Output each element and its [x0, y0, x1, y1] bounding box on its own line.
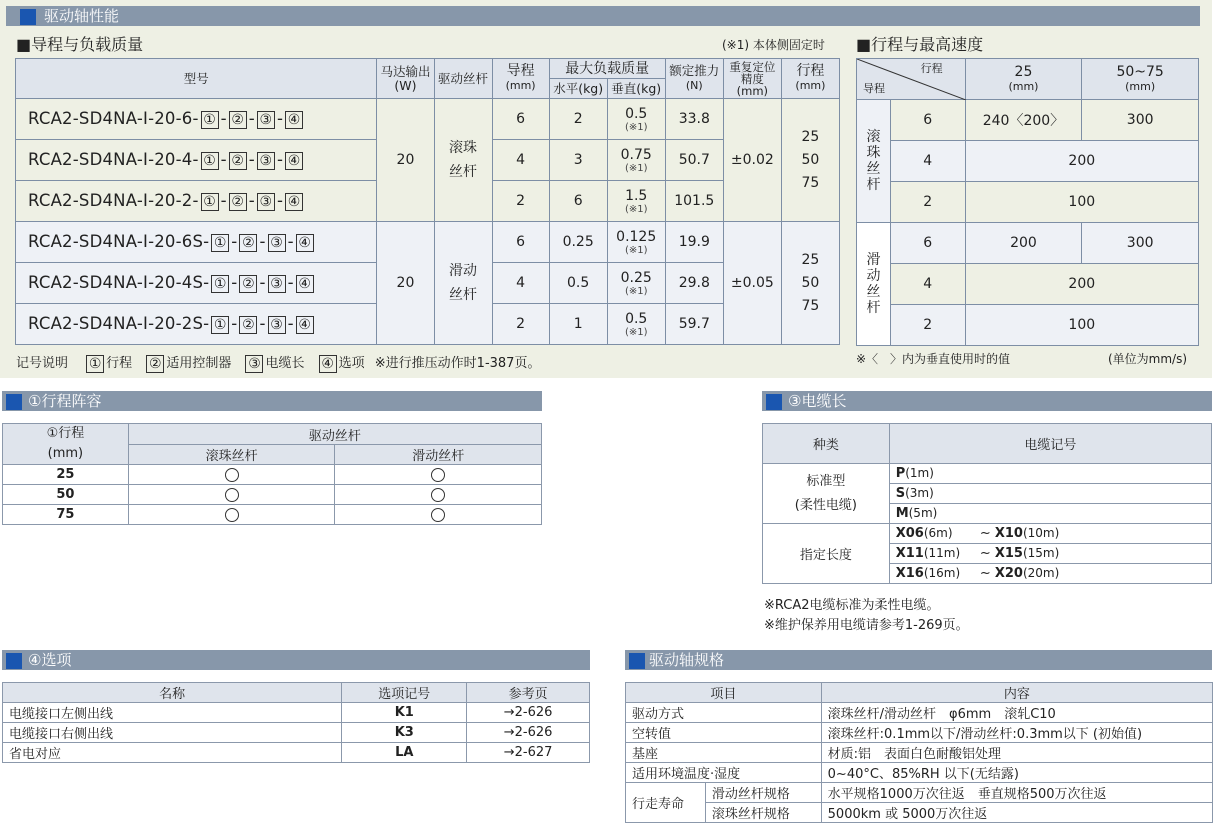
corner-cell	[857, 59, 966, 100]
legend-mark: ④	[319, 355, 337, 373]
corner-stroke-label: 行程	[920, 62, 943, 75]
cable-note-1: ※RCA2电缆标准为柔性电缆。	[764, 598, 940, 613]
col-motor: 马达输出 (W)	[377, 59, 434, 99]
vertical-cell: 1.5 (※1)	[607, 181, 665, 222]
spec-content: 水平规格1000万次往返 垂直规格500万次往返	[821, 783, 1212, 803]
table-row	[626, 703, 1213, 723]
drive-spec-table	[625, 682, 1213, 823]
spec-item: 适用环境温度·湿度	[626, 763, 822, 783]
stroke-value: 25	[3, 465, 129, 485]
speed-unit: (单位为mm/s)	[1108, 352, 1188, 366]
horizontal-cell: 2	[549, 99, 607, 140]
spec-content: 滚珠丝杆/滑动丝杆 φ6mm 滚轧C10	[821, 703, 1212, 723]
table-row	[16, 99, 840, 140]
col-code: 电缆记号	[889, 424, 1211, 464]
table-row	[3, 743, 590, 763]
section-title: ④选项	[28, 651, 72, 669]
legend-label: 记号说明	[16, 356, 69, 371]
table-row	[763, 524, 1212, 544]
section-title: 驱动轴规格	[649, 651, 725, 669]
available-mark	[335, 485, 542, 505]
lead-cell: 2	[890, 182, 965, 223]
table-row	[857, 141, 1199, 182]
table-row	[16, 222, 840, 263]
col-type: 种类	[763, 424, 890, 464]
option-page: →2-627	[467, 743, 590, 763]
lead-load-table	[15, 58, 840, 345]
horizontal-cell: 0.5	[549, 263, 607, 304]
lead-cell: 6	[492, 222, 549, 263]
stroke-value: 75	[3, 505, 129, 525]
model-cell: RCA2-SD4NA-I-20-6- ① - ② - ③ - ④	[16, 99, 377, 140]
legend-mark: ①	[86, 355, 104, 373]
stroke-table	[2, 423, 542, 525]
col-horizontal: 水平(kg)	[549, 79, 607, 99]
corner-lead-label: 导程	[863, 82, 885, 95]
lead-cell: 6	[890, 100, 965, 141]
table-row	[857, 223, 1199, 264]
horizontal-cell: 1	[549, 304, 607, 345]
cable-code: X16(16m) ~ X20(20m)	[889, 564, 1211, 584]
spec-content: 滚珠丝杆:0.1mm以下/滑动丝杆:0.3mm以下 (初始值)	[821, 723, 1212, 743]
option-name: 电缆接口左侧出线	[3, 703, 342, 723]
thrust-cell: 19.9	[665, 222, 723, 263]
repeat-cell: ±0.02	[723, 99, 781, 222]
col-ball: 滚珠丝杆	[128, 445, 335, 465]
repeat-cell: ±0.05	[723, 222, 781, 345]
section-header-options	[2, 650, 590, 670]
slide-screw-group: 滑 动 丝 杆	[857, 223, 891, 346]
spec-item: 空转值	[626, 723, 822, 743]
stroke-value: 50	[3, 485, 129, 505]
option-page: →2-626	[467, 703, 590, 723]
speed-title: ■行程与最高速度	[856, 35, 984, 54]
col-page: 参考页	[467, 683, 590, 703]
table-row	[3, 703, 590, 723]
lead-cell: 2	[492, 181, 549, 222]
speed-cell: 200	[965, 264, 1198, 305]
vertical-cell: 0.5 (※1)	[607, 99, 665, 140]
available-mark	[335, 505, 542, 525]
motor-cell: 20	[377, 99, 434, 222]
spec-content: 5000km 或 5000万次往返	[821, 803, 1212, 823]
available-mark	[128, 505, 335, 525]
legend-text: 行程	[106, 356, 133, 371]
speed-table	[856, 58, 1199, 346]
ball-screw-group: 滚 珠 丝 杆	[857, 100, 891, 223]
stroke-cell: 25 50 75	[781, 99, 839, 222]
table-row	[626, 723, 1213, 743]
horizontal-cell: 6	[549, 181, 607, 222]
legend	[16, 352, 540, 373]
section-title: 驱动轴性能	[44, 7, 120, 25]
section-marker	[6, 653, 22, 669]
vertical-cell: 0.75 (※1)	[607, 140, 665, 181]
drive-cell: 滑动 丝杆	[434, 222, 492, 345]
thrust-cell: 101.5	[665, 181, 723, 222]
standard-type: 标准型 (柔性电缆)	[763, 464, 890, 524]
table-row	[626, 743, 1213, 763]
col-code: 选项记号	[342, 683, 467, 703]
lead-cell: 6	[492, 99, 549, 140]
available-mark	[128, 485, 335, 505]
col-thrust: 额定推力 (N)	[665, 59, 723, 99]
table-row	[857, 305, 1199, 346]
col-name: 名称	[3, 683, 342, 703]
section-marker	[20, 9, 36, 25]
speed-cell: 200	[965, 223, 1082, 264]
legend-text: 适用控制器	[166, 356, 232, 371]
table-row	[3, 465, 542, 485]
speed-cell: 300	[1082, 100, 1199, 141]
section-marker	[629, 653, 645, 669]
table-row	[626, 783, 1213, 803]
spec-item: 驱动方式	[626, 703, 822, 723]
col-item: 项目	[626, 683, 822, 703]
col-50-75: 50~75 (mm)	[1082, 59, 1199, 100]
table-row	[857, 264, 1199, 305]
lead-cell: 6	[890, 223, 965, 264]
section-header-stroke	[2, 391, 542, 411]
speed-cell: 240〈200〉	[965, 100, 1082, 141]
vertical-cell: 0.5 (※1)	[607, 304, 665, 345]
table-row	[626, 763, 1213, 783]
spec-content: 0~40°C、85%RH 以下(无结露)	[821, 763, 1212, 783]
lead-cell: 4	[890, 141, 965, 182]
model-cell: RCA2-SD4NA-I-20-2- ① - ② - ③ - ④	[16, 181, 377, 222]
available-mark	[128, 465, 335, 485]
spec-item: 基座	[626, 743, 822, 763]
speed-cell: 100	[965, 182, 1198, 223]
legend-mark: ③	[245, 355, 263, 373]
speed-cell: 300	[1082, 223, 1199, 264]
table-row	[626, 803, 1213, 823]
available-mark	[335, 465, 542, 485]
speed-cell: 200	[965, 141, 1198, 182]
horizontal-cell: 3	[549, 140, 607, 181]
section-marker	[6, 394, 22, 410]
drive-cell: 滚珠 丝杆	[434, 99, 492, 222]
section-header-drive-spec	[625, 650, 1212, 670]
cable-code: P(1m)	[889, 464, 1211, 484]
thrust-cell: 33.8	[665, 99, 723, 140]
legend-mark: ②	[146, 355, 164, 373]
lead-cell: 4	[890, 264, 965, 305]
cable-code: S(3m)	[889, 484, 1211, 504]
model-cell: RCA2-SD4NA-I-20-6S- ① - ② - ③ - ④	[16, 222, 377, 263]
spec-subitem: 滚珠丝杆规格	[705, 803, 821, 823]
section-marker	[766, 394, 782, 410]
option-page: →2-626	[467, 723, 590, 743]
col-model: 型号	[16, 59, 377, 99]
model-cell: RCA2-SD4NA-I-20-4S- ① - ② - ③ - ④	[16, 263, 377, 304]
table-row	[763, 464, 1212, 484]
horizontal-cell: 0.25	[549, 222, 607, 263]
speed-note: ※〈 〉内为垂直使用时的值	[856, 352, 1011, 366]
col-stroke: 行程 (mm)	[781, 59, 839, 99]
legend-text: 选项	[338, 356, 365, 371]
lead-cell: 2	[492, 304, 549, 345]
cable-note-2: ※维护保养用电缆请参考1-269页。	[764, 618, 969, 633]
col-vertical: 垂直(kg)	[607, 79, 665, 99]
option-name: 省电对应	[3, 743, 342, 763]
fixed-note: (※1) 本体侧固定时	[722, 38, 825, 52]
col-max-load: 最大负载质量	[549, 59, 665, 79]
model-cell: RCA2-SD4NA-I-20-2S- ① - ② - ③ - ④	[16, 304, 377, 345]
cable-code: X11(11m) ~ X15(15m)	[889, 544, 1211, 564]
cable-table	[762, 423, 1212, 584]
options-table	[2, 682, 590, 763]
stroke-cell: 25 50 75	[781, 222, 839, 345]
table-row	[3, 723, 590, 743]
col-stroke: ①行程 (mm)	[3, 424, 129, 465]
model-cell: RCA2-SD4NA-I-20-4- ① - ② - ③ - ④	[16, 140, 377, 181]
col-slide: 滑动丝杆	[335, 445, 542, 465]
thrust-cell: 59.7	[665, 304, 723, 345]
motor-cell: 20	[377, 222, 434, 345]
table-row	[857, 182, 1199, 223]
vertical-cell: 0.125 (※1)	[607, 222, 665, 263]
cable-code: X06(6m) ~ X10(10m)	[889, 524, 1211, 544]
lead-cell: 4	[492, 263, 549, 304]
section-title: ③电缆长	[788, 392, 847, 410]
specified-length: 指定长度	[763, 524, 890, 584]
col-drive: 驱动丝杆	[434, 59, 492, 99]
col-drive: 驱动丝杆	[128, 424, 541, 445]
lead-load-title: ■导程与负载质量	[16, 35, 144, 54]
legend-text: 电缆长	[265, 356, 305, 371]
option-code: K3	[342, 723, 467, 743]
legend-note: ※进行推压动作时1-387页。	[374, 356, 541, 371]
section-header-performance	[6, 6, 1200, 26]
table-row	[3, 485, 542, 505]
table-row	[3, 505, 542, 525]
section-header-cable	[762, 391, 1212, 411]
col-repeat: 重复定位精度 (mm)	[723, 59, 781, 99]
spec-subitem: 滑动丝杆规格	[705, 783, 821, 803]
cable-code: M(5m)	[889, 504, 1211, 524]
option-code: K1	[342, 703, 467, 723]
vertical-cell: 0.25 (※1)	[607, 263, 665, 304]
col-25: 25 (mm)	[965, 59, 1082, 100]
lead-cell: 4	[492, 140, 549, 181]
col-content: 内容	[821, 683, 1212, 703]
spec-content: 材质:铝 表面白色耐酸铝处理	[821, 743, 1212, 763]
thrust-cell: 29.8	[665, 263, 723, 304]
lead-cell: 2	[890, 305, 965, 346]
option-code: LA	[342, 743, 467, 763]
thrust-cell: 50.7	[665, 140, 723, 181]
table-row	[857, 100, 1199, 141]
speed-cell: 100	[965, 305, 1198, 346]
section-title: ①行程阵容	[28, 392, 102, 410]
option-name: 电缆接口右侧出线	[3, 723, 342, 743]
travel-life: 行走寿命	[626, 783, 706, 823]
col-lead: 导程 (mm)	[492, 59, 549, 99]
